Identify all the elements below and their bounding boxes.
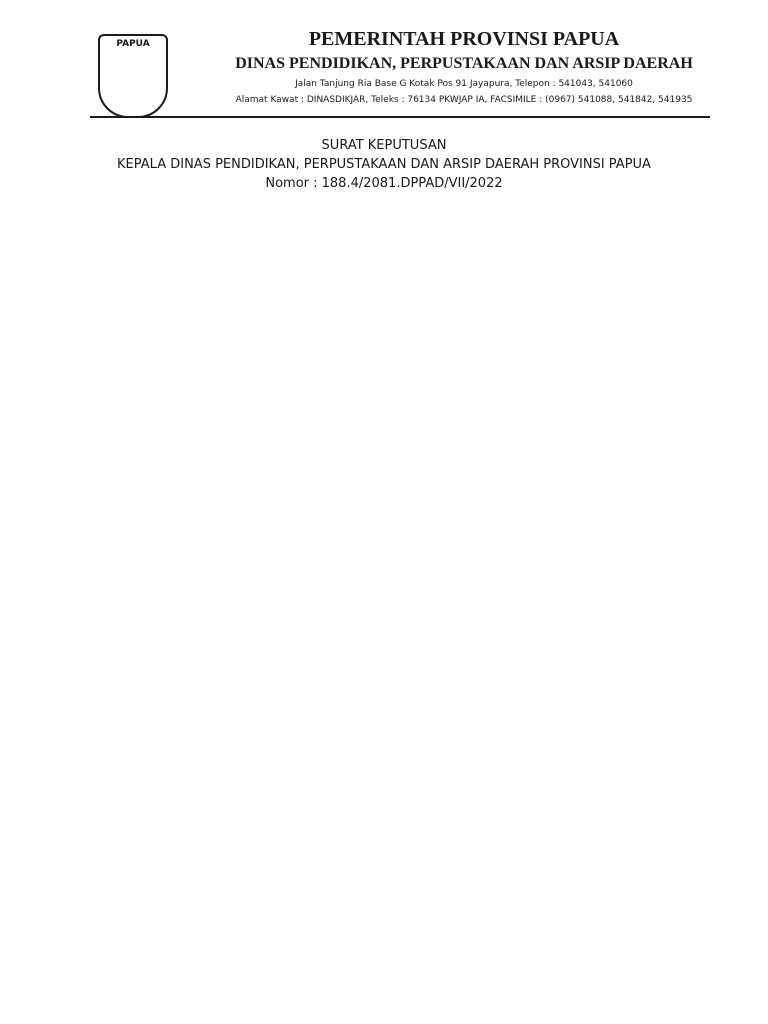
emblem-label: PAPUA — [116, 39, 150, 49]
decree-issuer: KEPALA DINAS PENDIDIKAN, PERPUSTAKAAN DAN ARSIP DAERAH PROVINSI PAPUA — [117, 157, 651, 172]
letterhead-rule — [90, 116, 710, 118]
decree-title: SURAT KEPUTUSAN — [321, 138, 447, 153]
letterhead-line2: DINAS PENDIDIKAN, PERPUSTAKAAN DAN ARSIP DAERAH — [235, 55, 693, 72]
letterhead-address: Jalan Tanjung Ria Base G Kotak Pos 91 Jayapura, Telepon : 541043, 541060 — [295, 79, 633, 89]
letterhead-telegraph: Alamat Kawat : DINASDIKJAR, Teleks : 76134 PKWJAP IA, FACSIMILE : (0967) 541088, 541842, 541935 — [235, 95, 693, 105]
letterhead — [180, 28, 748, 105]
decree-heading — [0, 138, 768, 191]
decree-number: Nomor : 188.4/2081.DPPAD/VII/2022 — [265, 176, 503, 191]
letterhead-line1: PEMERINTAH PROVINSI PAPUA — [308, 28, 620, 50]
emblem — [98, 34, 168, 118]
